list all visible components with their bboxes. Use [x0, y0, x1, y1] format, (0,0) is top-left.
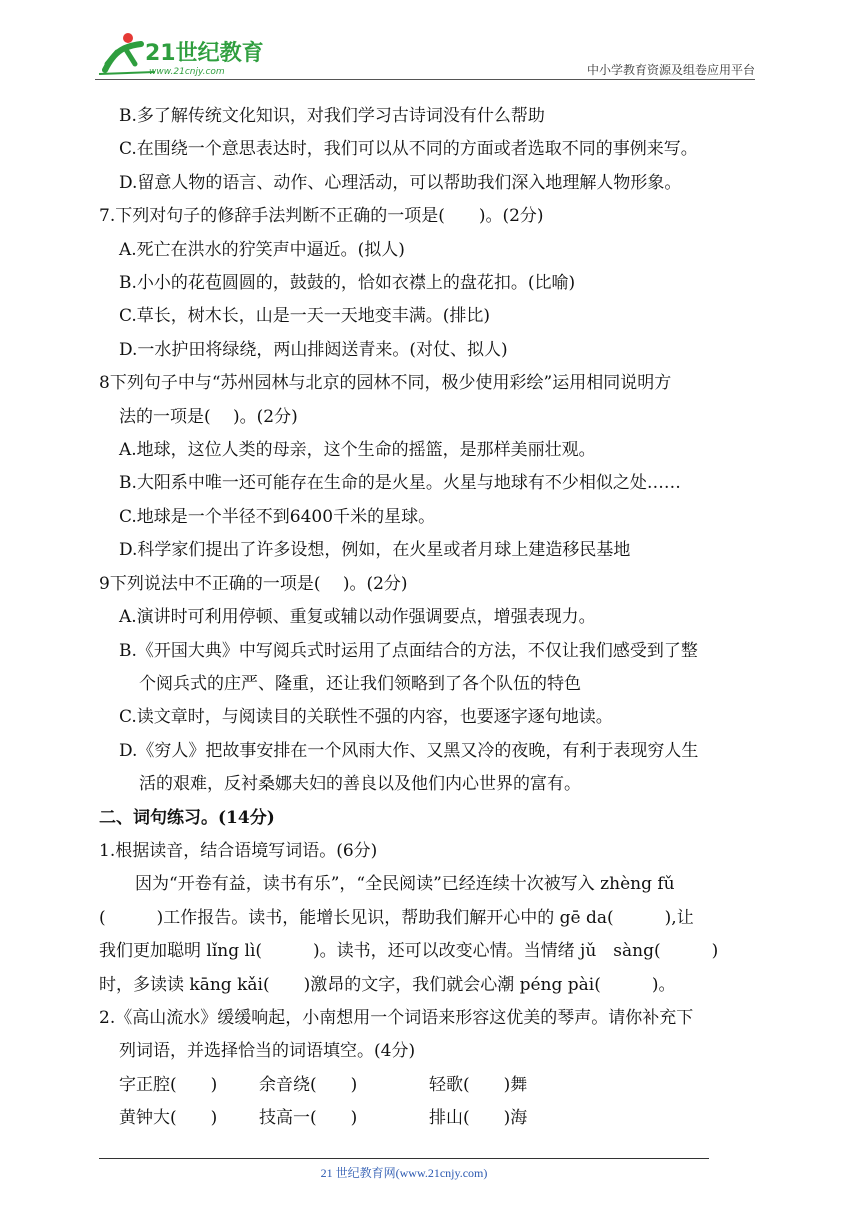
option-line: A.死亡在洪水的狞笑声中逼近。(拟人): [119, 239, 405, 260]
option-line: B.多了解传统文化知识，对我们学习古诗词没有什么帮助: [119, 106, 545, 126]
option-line-cont: 活的艰难，反衬桑娜夫妇的善良以及他们内心世界的富有。: [139, 774, 581, 795]
question-2: 2.《高山流水》缓缓响起，小南想用一个词语来形容这优美的琴声。请你补充下: [99, 1007, 694, 1028]
runner-logo-icon: [95, 30, 265, 78]
option-line: D.一水护田将绿绕，两山排闼送青来。(对仗、拟人): [119, 339, 508, 360]
section-heading: 二、词句练习。(14分): [99, 807, 275, 828]
passage-line: ( )工作报告。读书，能增长见识，帮助我们解开心中的 gē da( ),让: [99, 907, 694, 928]
question-9: 9下列说法中不正确的一项是( )。(2分): [99, 573, 408, 594]
option-line: C.地球是一个半径不到6400千米的星球。: [119, 506, 436, 527]
passage-line: 我们更加聪明 lǐng lì( )。读书，还可以改变心情。当情绪 jǔ sàng( ): [99, 941, 719, 962]
logo-url: www.21cnjy.com: [149, 67, 225, 77]
footer-divider: [99, 1158, 709, 1159]
word-blank: 余音绕( ): [259, 1074, 358, 1095]
question-7: 7.下列对句子的修辞手法判断不正确的一项是( )。(2分): [99, 206, 544, 227]
option-line: A.地球，这位人类的母亲，这个生命的摇篮，是那样美丽壮观。: [119, 440, 596, 461]
option-line: C.草长，树木长，山是一天一天地变丰满。(排比): [119, 306, 491, 327]
word-row: [99, 1102, 759, 1135]
option-line: D.科学家们提出了许多设想，例如，在火星或者月球上建造移民基地: [119, 540, 631, 561]
exam-content: [99, 100, 759, 1136]
platform-name: 中小学教育资源及组卷应用平台: [586, 63, 755, 77]
option-line: B.《开国大典》中写阅兵式时运用了点面结合的方法，不仅让我们感受到了整: [119, 640, 698, 661]
passage-line: 因为“开卷有益，读书有乐”，“全民阅读”已经连续十次被写入 zhèng fǔ: [135, 874, 675, 895]
option-line: B.小小的花苞圆圆的，鼓鼓的，恰如衣襟上的盘花扣。(比喻): [119, 273, 576, 294]
word-blank: 排山( )海: [429, 1108, 528, 1129]
question-2-cont: 列词语，并选择恰当的词语填空。(4分): [119, 1041, 416, 1062]
page-header: [95, 24, 755, 80]
logo-text: 21世纪教育: [145, 41, 264, 66]
option-line: B.大阳系中唯一还可能存在生命的是火星。火星与地球有不少相似之处……: [119, 473, 681, 494]
passage-line: 时，多读读 kāng kǎi( )激昂的文字，我们就会心潮 péng pài( )。: [99, 974, 676, 995]
option-line: D.《穷人》把故事安排在一个风雨大作、又黑又冷的夜晚，有利于表现穷人生: [119, 740, 699, 761]
word-row: [99, 1069, 759, 1102]
option-line-cont: 个阅兵式的庄严、隆重，还让我们领略到了各个队伍的特色: [139, 673, 581, 694]
header-divider: [95, 79, 755, 80]
word-blank: 轻歌( )舞: [429, 1074, 528, 1095]
option-line: C.读文章时，与阅读目的关联性不强的内容，也要逐字逐句地读。: [119, 707, 613, 728]
question-8-cont: 法的一项是( )。(2分): [119, 406, 298, 427]
word-blank: 技高一( ): [259, 1108, 358, 1129]
site-logo: [95, 30, 265, 78]
word-blank: 字正腔( ): [119, 1074, 218, 1095]
option-line: C.在围绕一个意思表达时，我们可以从不同的方面或者选取不同的事例来写。: [119, 139, 698, 160]
option-line: D.留意人物的语言、动作、心理活动，可以帮助我们深入地理解人物形象。: [119, 172, 682, 193]
page-footer: 21 世纪教育网(www.21cnjy.com): [320, 1166, 488, 1180]
option-line: A.演讲时可利用停顿、重复或辅以动作强调要点，增强表现力。: [119, 607, 596, 628]
question-8: 8下列句子中与“苏州园林与北京的园林不同，极少使用彩绘”运用相同说明方: [99, 373, 672, 394]
question-1: 1.根据读音，结合语境写词语。(6分): [99, 840, 378, 861]
word-blank: 黄钟大( ): [119, 1108, 218, 1129]
